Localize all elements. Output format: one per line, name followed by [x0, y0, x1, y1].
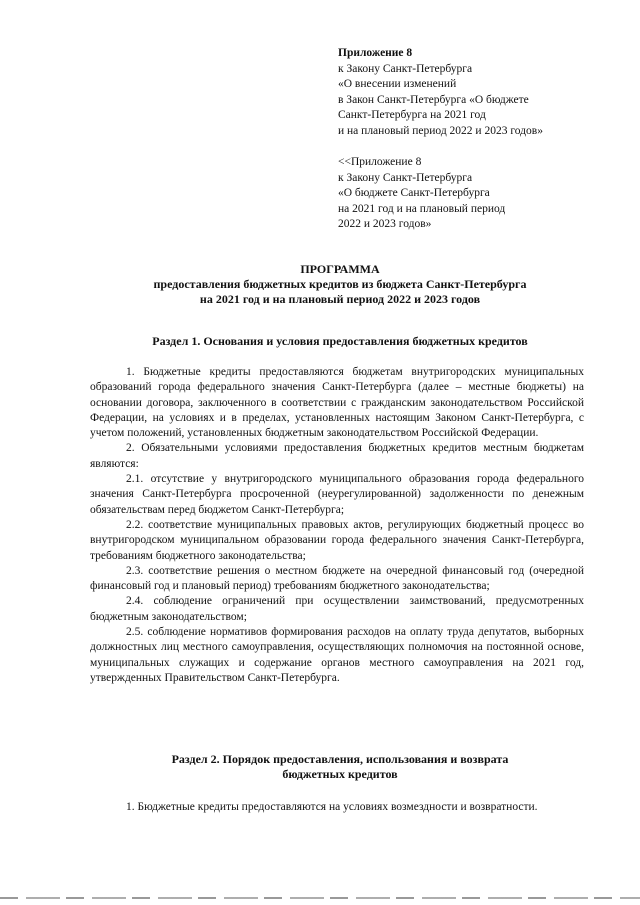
annex-line: в Закон Санкт-Петербурга «О бюджете [338, 93, 529, 106]
annex-header-original [338, 155, 505, 233]
paragraph: 2.2. соответствие муниципальных правовых актов, регулирующих бюджетный процесс во внутригородском муниципальном образовании города федерального значения Санкт-Петербурга, требованиям бюджетного законодательства; [90, 518, 584, 562]
annex-line: «О внесении изменений [338, 78, 457, 90]
section-2-heading-line: Раздел 2. Порядок предоставления, использования и возврата [171, 752, 509, 766]
paragraph: 2.1. отсутствие у внутригородского муниципального образования города федерального значения Санкт-Петербурга просроченной (неурегулированной) задолженности по денежным обязательствам перед бюджетом Санкт-Петербурга; [90, 473, 584, 516]
annex-line: 2022 и 2023 годов» [338, 218, 432, 230]
annex-line: на 2021 год и на плановый период [338, 202, 506, 215]
program-subtitle: предоставления бюджетных кредитов из бюджета Санкт-Петербурга [153, 277, 527, 291]
program-heading: ПРОГРАММА [300, 262, 380, 276]
section-1-body [90, 365, 584, 686]
program-title [90, 262, 590, 307]
section-2-heading [90, 752, 590, 782]
annex-line: Санкт-Петербурга на 2021 год [338, 109, 486, 121]
paragraph: 2.5. соблюдение нормативов формирования расходов на оплату труда депутатов, выборных должностных лиц местного самоуправления, осуществляющих полномочия на постоянной основе, муниципальных служащих и содержание органов местного самоуправления на 2021 год, утвержденных Правительством Санкт-Петербурга. [90, 626, 584, 684]
paragraph: 1. Бюджетные кредиты предоставляются на условиях возмездности и возвратности. [126, 801, 538, 813]
annex-title: <<Приложение 8 [338, 156, 422, 168]
program-subtitle: на 2021 год и на плановый период 2022 и 2023 годов [199, 292, 481, 306]
section-1-heading: Раздел 1. Основания и условия предоставления бюджетных кредитов [152, 334, 528, 348]
section-2-body [90, 800, 584, 815]
paragraph: 2.3. соответствие решения о местном бюджете на очередной финансовый год (очередной финансовый год и плановый период) требованиям бюджетного законодательства; [90, 564, 584, 593]
section-2-heading-line: бюджетных кредитов [282, 767, 398, 781]
paragraph: 1. Бюджетные кредиты предоставляются бюджетам внутригородских муниципальных образований города федерального значения Санкт-Петербурга (далее – местные бюджеты) на основании договора, заключенного в соответствии с гражданским законодательством Российской Федерации, на условиях и в пределах, установленных настоящим Законом Санкт-Петербурга, с учетом положений, установленных бюджетным законодательством Российской Федерации. [90, 366, 584, 440]
annex-header-amending [338, 46, 543, 139]
paragraph: 2.4. соблюдение ограничений при осуществлении заимствований, предусмотренных бюджетным законодательством; [90, 595, 584, 623]
annex-line: к Закону Санкт-Петербурга [338, 171, 473, 184]
annex-line: и на плановый период 2022 и 2023 годов» [338, 124, 543, 137]
paragraph: 2. Обязательными условиями предоставления бюджетных кредитов местным бюджетам являются: [90, 442, 584, 470]
annex-line: к Закону Санкт-Петербурга [338, 62, 473, 75]
scan-edge-divider [0, 897, 640, 899]
annex-title: Приложение 8 [338, 47, 413, 59]
annex-line: «О бюджете Санкт-Петербурга [338, 187, 490, 199]
